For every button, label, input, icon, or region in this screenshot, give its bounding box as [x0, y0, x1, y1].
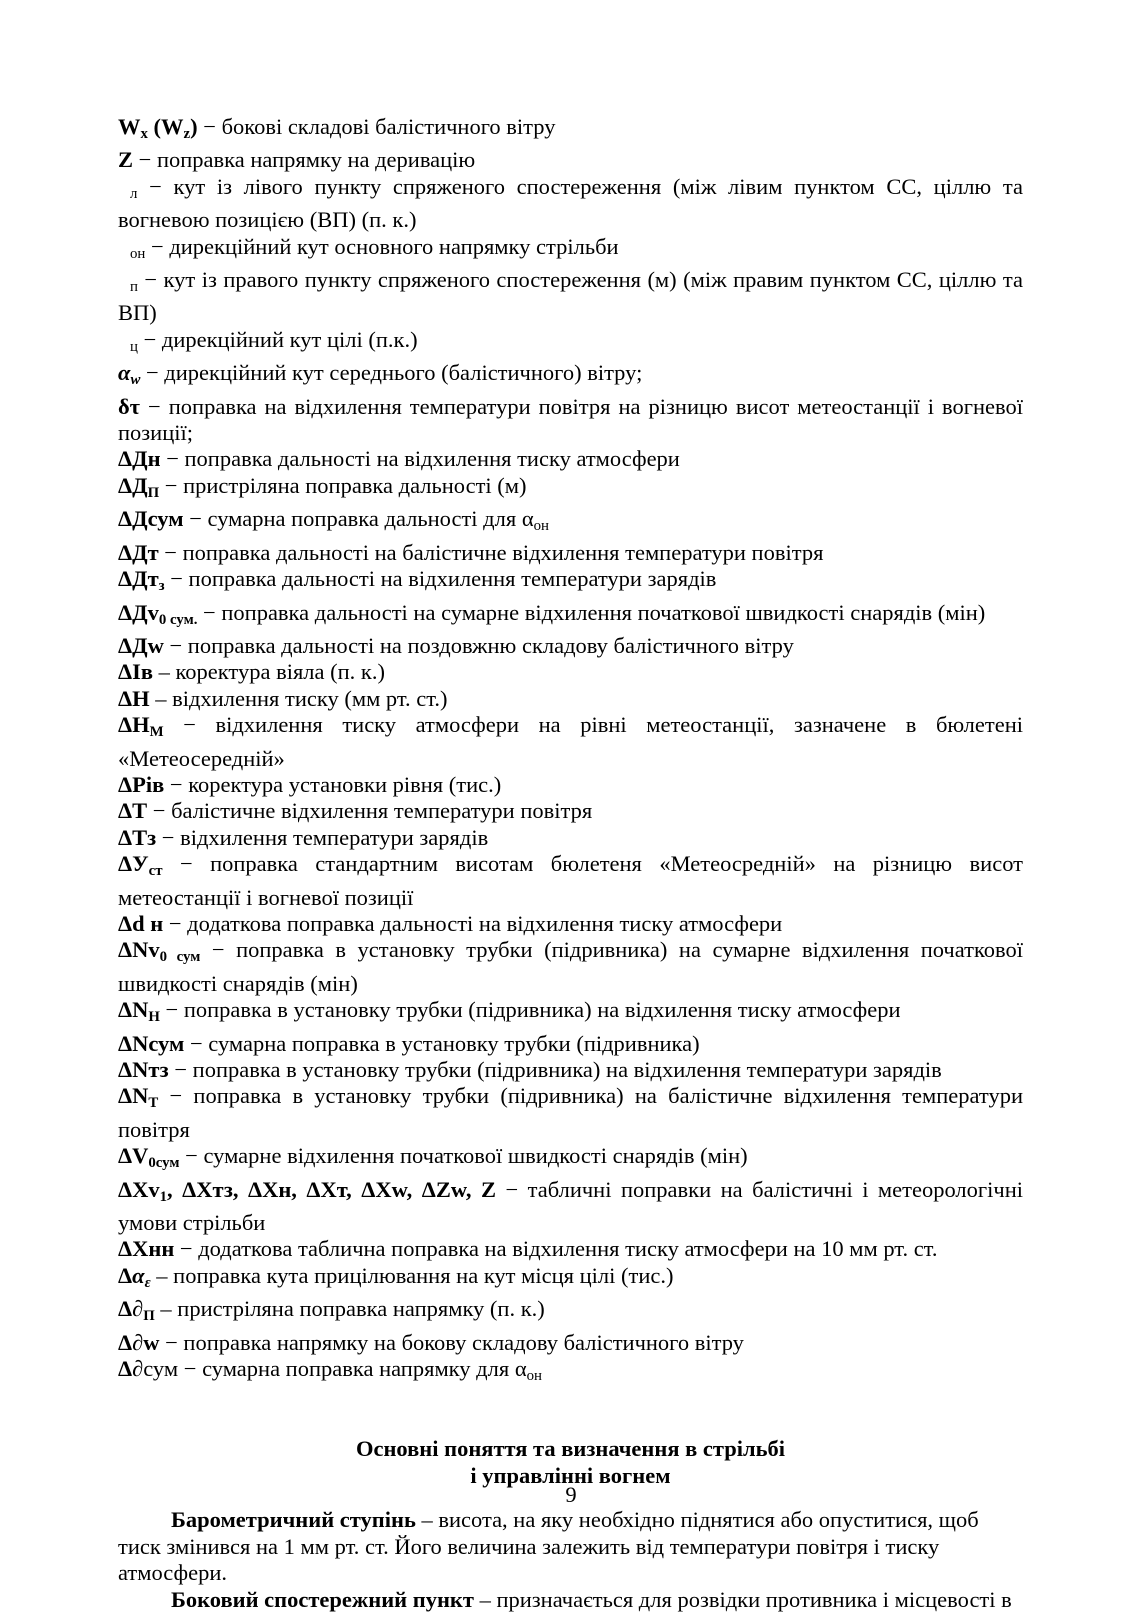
paragraph-text: – висота, на яку необхідно піднятися або опуститися, щоб тиск змінився на 1 мм рт. ст. Його величина залежить від температури повітря і тиску атмосфери. — [118, 1507, 979, 1586]
definition-text: – поправка кута прицілювання на кут місця цілі (тис.) — [150, 1262, 674, 1288]
glossary-entry — [118, 174, 1023, 234]
term-symbol: ε — [144, 1274, 151, 1291]
definition-text: – пристріляна поправка напрямку (п. к.) — [154, 1296, 545, 1322]
definition-text: – відхилення тиску (мм рт. ст.) — [149, 685, 448, 711]
glossary-entry — [118, 360, 1023, 393]
definition-text: − сумарна поправка дальності для α — [183, 506, 534, 532]
definition-text: − поправка в установку трубки (підривника) на відхилення тиску атмосфери — [159, 997, 901, 1023]
term-symbol: , ΔXтз, ΔXн, ΔXт, ΔXw, ΔZw, Z — [167, 1176, 496, 1202]
glossary-entry — [118, 851, 1023, 911]
subscript-text: ц — [130, 338, 138, 355]
term-symbol: ΔТ — [118, 798, 148, 824]
term-symbol: П — [147, 484, 160, 501]
subscript-text: л — [130, 185, 138, 202]
glossary-list — [118, 114, 1023, 1389]
term-symbol: 0 сум. — [158, 611, 198, 628]
definition-text: − дирекційний кут основного напрямку стрільби — [145, 233, 619, 259]
definition-text: − поправка на відхилення температури повітря на різницю висот метеостанції і вогневої позиції; — [118, 393, 1023, 446]
term-symbol: ΔТз — [118, 824, 157, 850]
paragraph-term: Барометричний ступінь — [171, 1507, 416, 1533]
term-symbol: Δ — [118, 1262, 133, 1288]
definition-text: − поправка в установку трубки (підривника) на відхилення температури зарядів — [168, 1057, 942, 1082]
glossary-entry — [118, 1330, 1023, 1356]
definition-text: − дирекційний кут цілі (п.к.) — [137, 326, 418, 352]
paragraph-text: – призначається для розвідки противника і місцевості в — [473, 1586, 1012, 1612]
term-symbol: ΔДv — [118, 599, 159, 625]
subscript-text: он — [533, 518, 549, 535]
term-symbol: ΔД — [118, 472, 148, 498]
definition-text: − дирекційний кут середнього (балістичного) вітру; — [140, 360, 643, 386]
page-number: 9 — [565, 1482, 577, 1507]
glossary-entry — [118, 686, 1023, 712]
term-symbol: ( — [147, 114, 162, 139]
definition-text: − поправка в установку трубки (підривника) на сумарне відхилення початкової швидкості снарядів (мін) — [118, 937, 1023, 996]
definition-text: − поправка дальності на відхилення температури зарядів — [164, 566, 717, 592]
term-symbol: w — [143, 1329, 160, 1355]
term-symbol: ΔДт — [118, 539, 159, 565]
term-symbol: δτ — [118, 393, 141, 419]
definition-text: − додаткова поправка дальності на відхилення тиску атмосфери — [163, 910, 783, 936]
glossary-entry — [118, 997, 1023, 1030]
glossary-entry — [118, 1083, 1023, 1143]
paragraph-term: Боковий спостережний пункт — [171, 1586, 474, 1612]
definition-text: – коректура віяла (п. к.) — [153, 659, 385, 685]
definition-text: − відхилення температури зарядів — [156, 824, 489, 850]
glossary-entry — [118, 114, 1023, 147]
term-symbol: ∂ — [132, 1329, 144, 1355]
term-symbol: ΔН — [118, 685, 150, 711]
term-symbol: α — [118, 360, 131, 386]
term-symbol: ΔДw — [118, 632, 164, 658]
glossary-entry — [118, 712, 1023, 772]
term-symbol: x — [140, 126, 148, 142]
term-symbol: ΔNтз — [118, 1057, 169, 1082]
subscript-text: п — [130, 279, 138, 296]
term-symbol: α — [132, 1262, 145, 1288]
term-symbol: ΔNсум — [118, 1030, 185, 1056]
term-symbol: W — [161, 114, 184, 139]
glossary-entry — [118, 267, 1023, 327]
definition-text: − бокові складові балістичного вітру — [197, 114, 556, 139]
term-symbol: Δ — [118, 1296, 133, 1322]
term-symbol: 1 — [159, 1188, 168, 1205]
definition-text: − додаткова таблична поправка на відхилення тиску атмосфери на 10 мм рт. ст. — [174, 1236, 938, 1262]
glossary-entry — [118, 446, 1023, 472]
definition-text: − поправка дальності на відхилення тиску атмосфери — [160, 446, 680, 472]
glossary-entry — [118, 1296, 1023, 1329]
definition-text: − поправка дальності на балістичне відхилення температури повітря — [158, 539, 824, 565]
glossary-entry — [118, 772, 1023, 798]
definition-text: − сумарна поправка напрямку для α — [178, 1356, 527, 1382]
term-symbol: Н — [148, 1009, 160, 1026]
definition-paragraph — [118, 1587, 1023, 1613]
term-symbol: Т — [148, 1095, 159, 1112]
glossary-entry — [118, 1263, 1023, 1296]
glossary-entry — [118, 1057, 1023, 1083]
term-symbol: ΔУ — [118, 851, 149, 877]
glossary-entry — [118, 234, 1023, 267]
glossary-entry — [118, 633, 1023, 659]
glossary-entry — [118, 825, 1023, 851]
term-symbol: ∂ — [132, 1356, 144, 1382]
definition-text: − кут із правого пункту спряженого спостереження (м) (між правим пунктом СС, ціллю та ВП) — [118, 267, 1023, 326]
subscript-text: он — [130, 245, 146, 262]
glossary-entry — [118, 394, 1023, 447]
definition-text: − поправка напрямку на бокову складову балістичного вітру — [159, 1329, 744, 1355]
glossary-entry — [118, 540, 1023, 566]
definition-text: − сумарна поправка в установку трубки (підривника) — [184, 1030, 700, 1056]
term-symbol: Z — [118, 147, 134, 173]
term-symbol: w — [130, 372, 141, 389]
term-symbol: ΔN — [118, 1083, 149, 1109]
term-symbol: з — [158, 578, 165, 595]
glossary-entry — [118, 659, 1023, 685]
definition-text: − поправка напрямку на деривацію — [133, 147, 476, 173]
term-symbol: ΔNv — [118, 937, 160, 963]
term-symbol: ΔН — [118, 712, 150, 738]
glossary-entry — [118, 937, 1023, 997]
glossary-entry — [118, 1143, 1023, 1176]
term-symbol: 0 сум — [159, 949, 201, 966]
term-symbol: ΔXнн — [118, 1236, 175, 1262]
definition-text: − коректура установки рівня (тис.) — [164, 771, 502, 797]
term-symbol: ΔІв — [118, 659, 154, 685]
term-symbol: ΔДт — [118, 566, 159, 592]
term-symbol: Δ — [118, 1329, 133, 1355]
definition-text: − табличні поправки на балістичні і метеорологічні умови стрільби — [118, 1176, 1023, 1236]
section-heading-line1: Основні поняття та визначення в стрільбі — [355, 1436, 786, 1462]
subscript-text: он — [526, 1368, 542, 1385]
glossary-entry — [118, 566, 1023, 599]
definition-paragraph — [118, 1507, 1023, 1586]
definition-text: − балістичне відхилення температури повітря — [147, 798, 593, 824]
glossary-entry — [118, 147, 1023, 173]
glossary-entry — [118, 506, 1023, 539]
term-symbol: Δd н — [118, 910, 164, 936]
page-content — [118, 114, 1023, 1613]
term-symbol: М — [149, 724, 164, 741]
definition-text: − поправка дальності на поздовжню складову балістичного вітру — [163, 632, 794, 658]
term-symbol: W — [118, 114, 141, 139]
term-symbol: z — [183, 126, 191, 142]
definition-text: − поправка в установку трубки (підривника) на балістичне відхилення температури повітря — [118, 1083, 1023, 1142]
glossary-entry — [118, 473, 1023, 506]
glossary-entry — [118, 1356, 1023, 1389]
definition-text: − пристріляна поправка дальності (м) — [159, 472, 527, 498]
term-symbol: Δ — [118, 1356, 133, 1382]
definition-text: − поправка стандартним висотам бюлетеня «Метеосредній» на різницю висот метеостанції і вогневої позиції — [118, 851, 1023, 910]
glossary-entry — [118, 911, 1023, 937]
term-symbol: ) — [190, 114, 198, 139]
term-symbol: ΔДн — [118, 446, 161, 472]
definition-text: − сумарне відхилення початкової швидкості снарядів (мін) — [179, 1143, 748, 1169]
term-symbol: ΔN — [118, 997, 149, 1023]
term-symbol: 0сум — [148, 1155, 180, 1172]
term-symbol: П — [143, 1308, 155, 1325]
glossary-entry — [118, 1031, 1023, 1057]
term-symbol: ΔРів — [118, 771, 165, 797]
term-symbol: ΔXv — [118, 1176, 160, 1202]
definition-text: сум — [143, 1356, 179, 1382]
term-symbol: ст — [148, 863, 163, 880]
glossary-entry — [118, 327, 1023, 360]
term-symbol: ΔV — [118, 1143, 149, 1169]
definition-paragraphs — [118, 1507, 1023, 1613]
section-heading-line2: і управлінні вогнем — [470, 1462, 671, 1488]
term-symbol: ΔДсум — [118, 506, 184, 532]
definition-text: − відхилення тиску атмосфери на рівні метеостанції, зазначене в бюлетені «Метеосередній» — [118, 712, 1023, 771]
glossary-entry — [118, 1177, 1023, 1237]
glossary-entry — [118, 600, 1023, 633]
definition-text: − поправка дальності на сумарне відхилення початкової швидкості снарядів (мін) — [197, 599, 986, 625]
term-symbol: ∂ — [132, 1296, 144, 1322]
glossary-entry — [118, 798, 1023, 824]
glossary-entry — [118, 1236, 1023, 1262]
definition-text: − кут із лівого пункту спряженого спостереження (між лівим пунктом СС, ціллю та вогневою позицією (ВП) (п. к.) — [118, 173, 1023, 233]
